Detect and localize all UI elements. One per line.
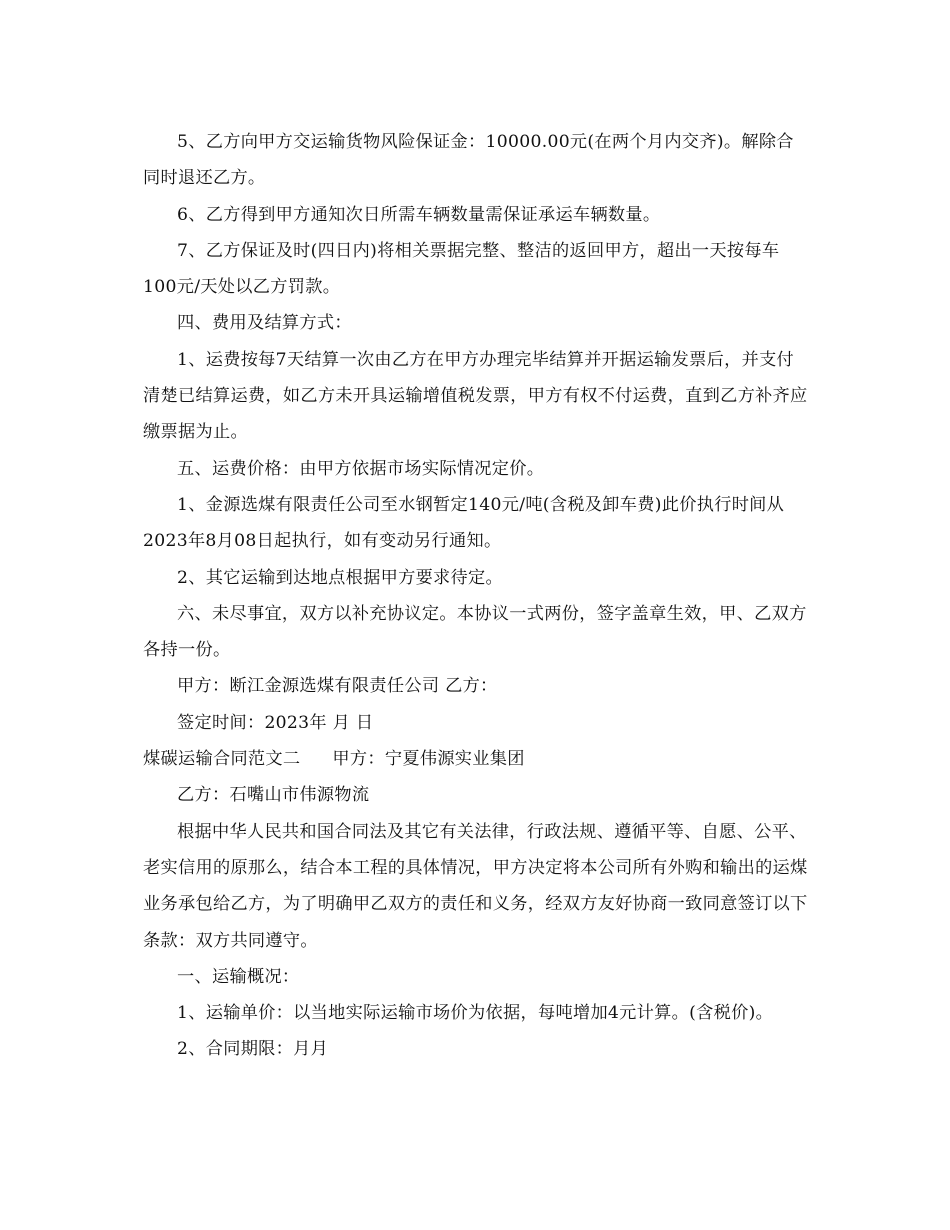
- section-heading-price: 五、运费价格：由甲方依据市场实际情况定价。: [177, 458, 545, 479]
- signature-date: 签定时间：2023年 月 日: [177, 712, 374, 733]
- contract-party-b: 乙方：石嘴山市伟源物流: [177, 785, 370, 806]
- paragraph-price-2: 2、其它运输到达地点根据甲方要求待定。: [177, 567, 504, 588]
- paragraph-unit-price: 1、运输单价：以当地实际运输市场价为依据，每吨增加4元计算。(含税价)。: [177, 1003, 774, 1024]
- signature-parties: 甲方：断江金源选煤有限责任公司 乙方：: [177, 676, 498, 697]
- paragraph-clause-5: 5、乙方向甲方交运输货物风险保证金：10000.00元(在两个月内交齐)。解除合同时退还乙方。: [143, 132, 794, 189]
- contract-party-a: 甲方：宁夏伟源实业集团: [332, 749, 525, 770]
- contract-title: 煤碳运输合同范文二: [143, 749, 301, 770]
- paragraph-preamble: 根据中华人民共和国合同法及其它有关法律，行政法规、遵循平等、自愿、公平、老实信用的原那么，结合本工程的具体情况，甲方决定将本公司所有外购和输出的运煤业务承包给乙方，为了明确甲乙双方的责任和义务，经双方友好协商一致同意签订以下条款：双方共同遵守。: [143, 821, 808, 951]
- paragraph-clause-6: 6、乙方得到甲方通知次日所需车辆数量需保证承运车辆数量。: [177, 204, 661, 225]
- paragraph-contract-term: 2、合同期限：月月: [177, 1039, 329, 1060]
- section-heading-fees: 四、费用及结算方式：: [177, 313, 352, 334]
- section-heading-misc: 六、未尽事宜，双方以补充协议定。本协议一式两份，签字盖章生效，甲、乙双方各持一份。: [143, 603, 807, 661]
- section-heading-transport: 一、运输概况：: [177, 966, 300, 987]
- contract-heading-line: [143, 741, 811, 777]
- paragraph-clause-7: 7、乙方保证及时(四日内)将相关票据完整、整洁的返回甲方，超出一天按每车100元/天处以乙方罚款。: [143, 240, 780, 298]
- document-body: [143, 124, 811, 1068]
- paragraph-fee-settlement: 1、运费按每7天结算一次由乙方在甲方办理完毕结算并开据运输发票后，并支付清楚已结算运费，如乙方未开具运输增值税发票，甲方有权不付运费，直到乙方补齐应缴票据为止。: [143, 349, 808, 443]
- paragraph-price-1: 1、金源选煤有限责任公司至水钢暂定140元/吨(含税及卸车费)此价执行时间从2023年8月08日起执行，如有变动另行通知。: [143, 494, 785, 552]
